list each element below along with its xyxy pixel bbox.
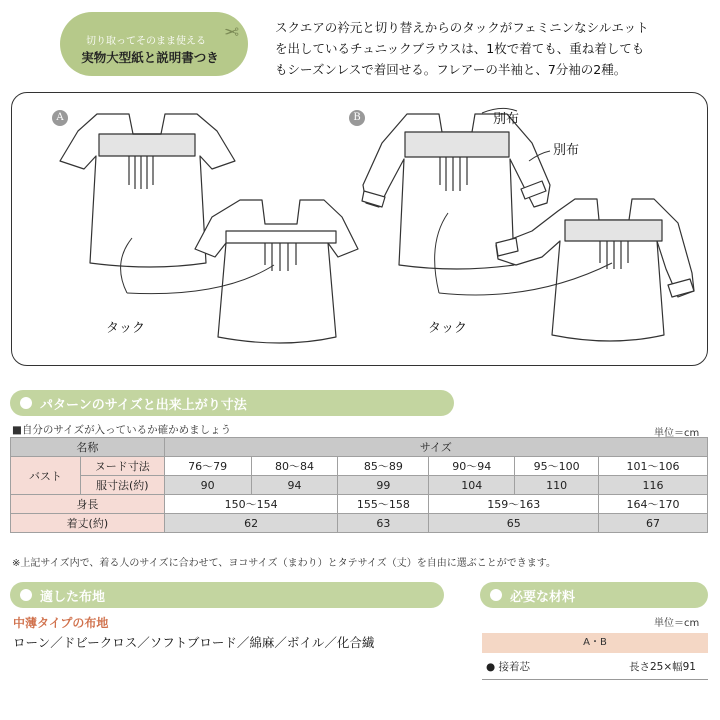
table-cell: 116 — [599, 476, 708, 495]
intro-text — [275, 17, 715, 80]
garment-illustration — [11, 92, 708, 366]
section-title: 必要な材料 — [510, 590, 576, 605]
table-cell: 94 — [251, 476, 338, 495]
table-cell: 80〜84 — [251, 457, 338, 476]
table-cell: 65 — [429, 514, 599, 533]
row-label: ヌード寸法 — [80, 457, 164, 476]
bullet-dot-icon: ● — [486, 661, 499, 673]
separate-fabric-label: 別布 — [553, 143, 580, 158]
label-a-icon: A — [52, 110, 68, 126]
fabric-type: 中薄タイプの布地 — [13, 616, 109, 630]
header-size: サイズ — [164, 438, 707, 457]
table-cell: 99 — [338, 476, 429, 495]
material-name: ● 接着芯 — [486, 661, 530, 673]
table-row — [11, 514, 708, 533]
label-b-icon: B — [349, 110, 365, 126]
table-cell: 95〜100 — [515, 457, 599, 476]
row-label: 身長 — [11, 495, 165, 514]
table-cell: 90〜94 — [429, 457, 515, 476]
table-cell: 63 — [338, 514, 429, 533]
section-title: 適した布地 — [40, 590, 106, 605]
pattern-badge — [60, 12, 248, 76]
materials-row — [482, 655, 708, 677]
material-amount: 長さ25×幅91 — [628, 661, 696, 673]
row-label: 着丈(約) — [11, 514, 165, 533]
table-row — [11, 457, 708, 476]
separate-fabric-label: 別布 — [493, 112, 520, 127]
table-cell: 76〜79 — [164, 457, 251, 476]
header-name: 名称 — [11, 438, 165, 457]
table-cell: 164〜170 — [599, 495, 708, 514]
row-label: 服寸法(約) — [80, 476, 164, 495]
fabric-list: ローン／ドビークロス／ソフトブロード／綿麻／ボイル／化合繊 — [13, 635, 375, 650]
scissors-icon: ✂ — [224, 20, 240, 41]
materials-section-header — [480, 582, 708, 608]
intro-line: もシーズンレスで着回せる。フレアーの半袖と、7分袖の2種。 — [275, 62, 627, 77]
table-cell: 101〜106 — [599, 457, 708, 476]
bust-label: バスト — [11, 457, 81, 495]
table-cell: 62 — [164, 514, 338, 533]
bullet-dot-icon — [490, 589, 502, 601]
intro-line: スクエアの衿元と切り替えからのタックがフェミニンなシルエット — [275, 20, 649, 35]
fabric-section-header — [10, 582, 444, 608]
materials-header: A・B — [482, 633, 708, 653]
bullet-dot-icon — [20, 397, 32, 409]
table-row — [11, 476, 708, 495]
tuck-label-a: タック — [106, 321, 146, 336]
table-cell: 90 — [164, 476, 251, 495]
size-check-note: ■自分のサイズが入っているか確かめましょう — [12, 424, 232, 436]
garment-b-front — [496, 199, 694, 341]
badge-subtitle: 切り取ってそのまま使える — [86, 36, 206, 47]
table-cell: 150〜154 — [164, 495, 338, 514]
square-bullet-icon: ■ — [12, 424, 22, 436]
unit-label: 単位＝cm — [654, 428, 700, 439]
unit-label: 単位＝cm — [654, 618, 700, 629]
table-cell: 159〜163 — [429, 495, 599, 514]
table-cell: 85〜89 — [338, 457, 429, 476]
size-footnote: ※上記サイズ内で、着る人のサイズに合わせて、ヨコサイズ（まわり）とタテサイズ（丈）を自由に選ぶことができます。 — [12, 558, 556, 569]
section-title: パターンのサイズと出来上がり寸法 — [40, 398, 247, 413]
garment-a-front — [195, 200, 358, 343]
table-cell: 67 — [599, 514, 708, 533]
table-row — [11, 495, 708, 514]
table-cell: 155〜158 — [338, 495, 429, 514]
size-table — [10, 437, 708, 533]
divider — [482, 679, 708, 680]
table-cell: 110 — [515, 476, 599, 495]
intro-line: を出しているチュニックブラウスは、1枚で着ても、重ね着しても — [275, 41, 645, 56]
table-cell: 104 — [429, 476, 515, 495]
table-header-row — [11, 438, 708, 457]
badge-title: 実物大型紙と説明書つき — [81, 50, 219, 65]
bullet-dot-icon — [20, 589, 32, 601]
tuck-label-b: タック — [428, 321, 468, 336]
pattern-section-header — [10, 390, 454, 416]
